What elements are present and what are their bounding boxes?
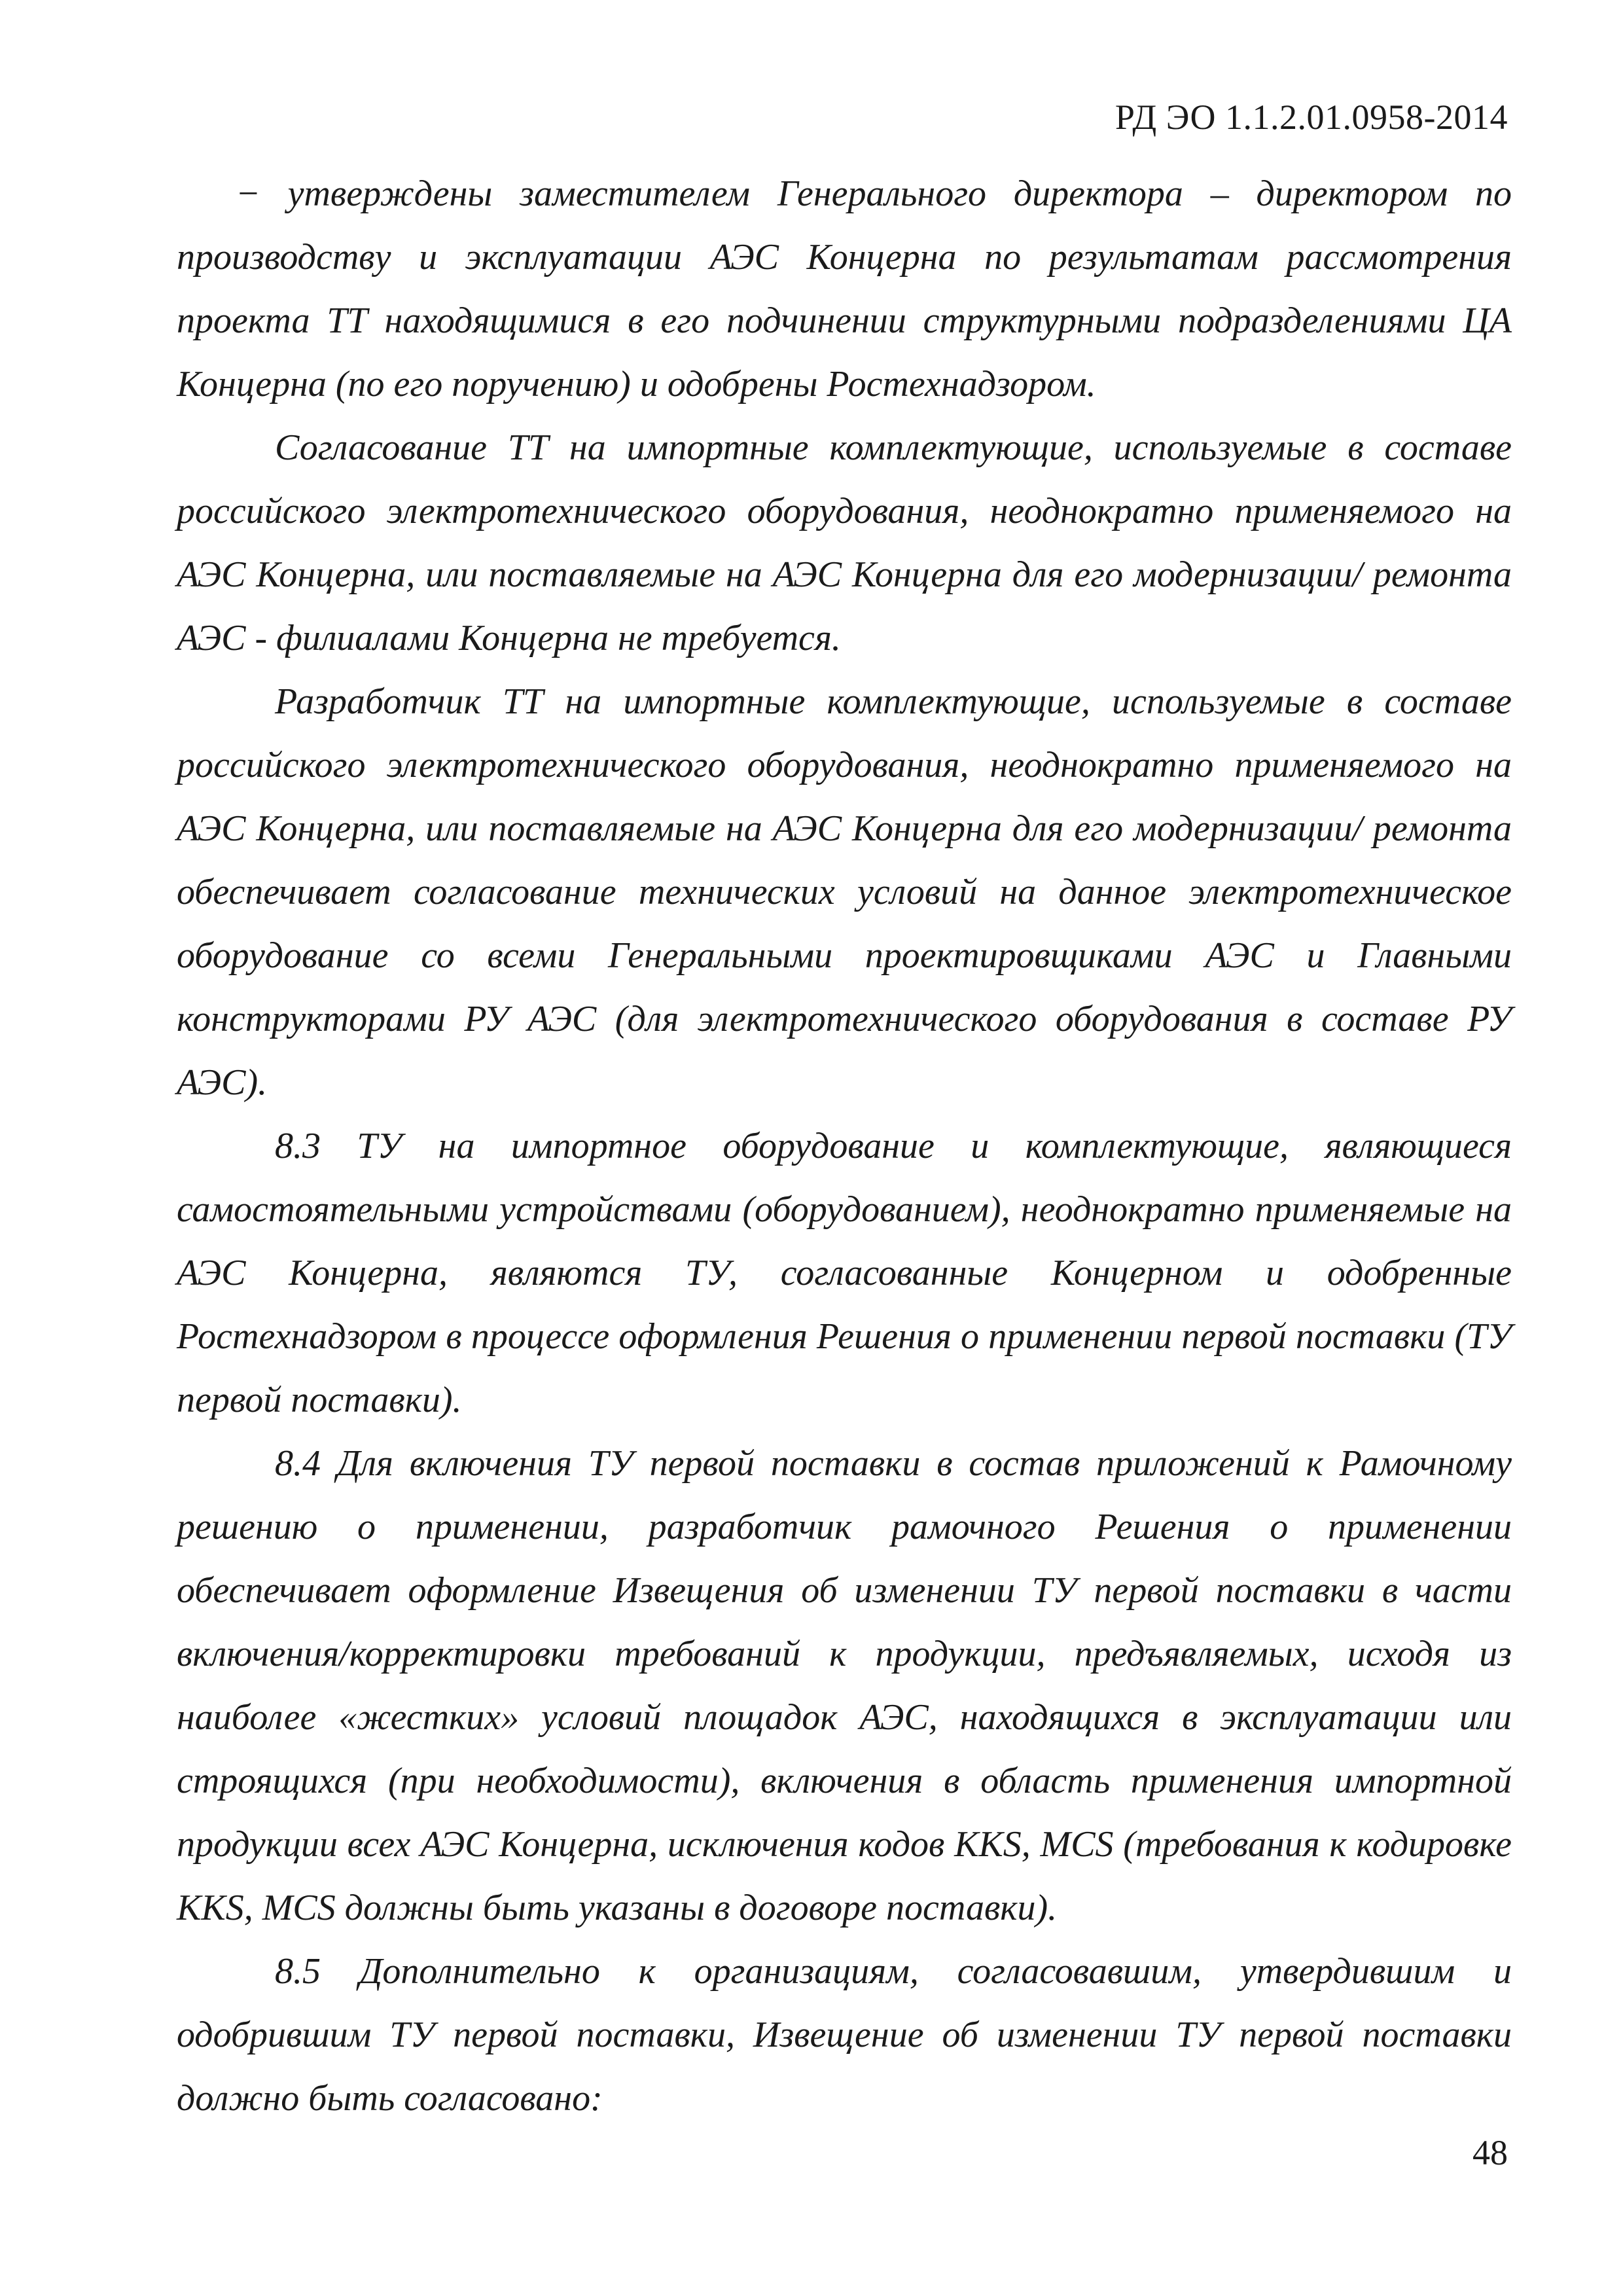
paragraph-8-3: 8.3 ТУ на импортное оборудование и комплектующие, являющиеся самостоятельными устройствами (оборудованием), неоднократно применяемые на АЭС Концерна, являются ТУ, согласованные Концерном и одобренные Ростехнадзором в процессе оформления Решения о применении первой поставки (ТУ первой поставки).: [177, 1126, 1512, 1420]
document-code: РД ЭО 1.1.2.01.0958-2014: [1115, 98, 1508, 137]
paragraph-8-5: 8.5 Дополнительно к организациям, согласовавшим, утвердившим и одобрившим ТУ первой поставки, Извещение об изменении ТУ первой поставки должно быть согласовано:: [177, 1951, 1512, 2119]
paragraph-approval-item: − утверждены заместителем Генерального директора – директором по производству и эксплуатации АЭС Концерна по результатам рассмотрения проекта ТТ находящимися в его подчинении структурными подразделениями ЦА Концерна (по его поручению) и одобрены Ростехнадзором.: [177, 173, 1512, 404]
paragraph-tt-developer: Разработчик ТТ на импортные комплектующие, используемые в составе российского электротехнического оборудования, неоднократно применяемого на АЭС Концерна, или поставляемые на АЭС Концерна для его модернизации/ ремонта обеспечивает согласование технических условий на данное электротехническое оборудование со всеми Генеральными проектировщиками АЭС и Главными конструкторами РУ АЭС (для электротехнического оборудования в составе РУ АЭС).: [177, 681, 1512, 1103]
document-body: [177, 162, 1512, 2130]
paragraph-8-4: 8.4 Для включения ТУ первой поставки в состав приложений к Рамочному решению о применении, разработчик рамочного Решения о применении обеспечивает оформление Извещения об изменении ТУ первой поставки в части включения/корректировки требований к продукции, предъявляемых, исходя из наиболее «жестких» условий площадок АЭС, находящихся в эксплуатации или строящихся (при необходимости), включения в область применения импортной продукции всех АЭС Концерна, исключения кодов KKS, MCS (требования к кодировке KKS, MCS должны быть указаны в договоре поставки).: [177, 1443, 1512, 1928]
paragraph-tt-approval: Согласование ТТ на импортные комплектующие, используемые в составе российского электротехнического оборудования, неоднократно применяемого на АЭС Концерна, или поставляемые на АЭС Концерна для его модернизации/ ремонта АЭС - филиалами Концерна не требуется.: [177, 427, 1512, 658]
page-number: 48: [1472, 2133, 1508, 2172]
